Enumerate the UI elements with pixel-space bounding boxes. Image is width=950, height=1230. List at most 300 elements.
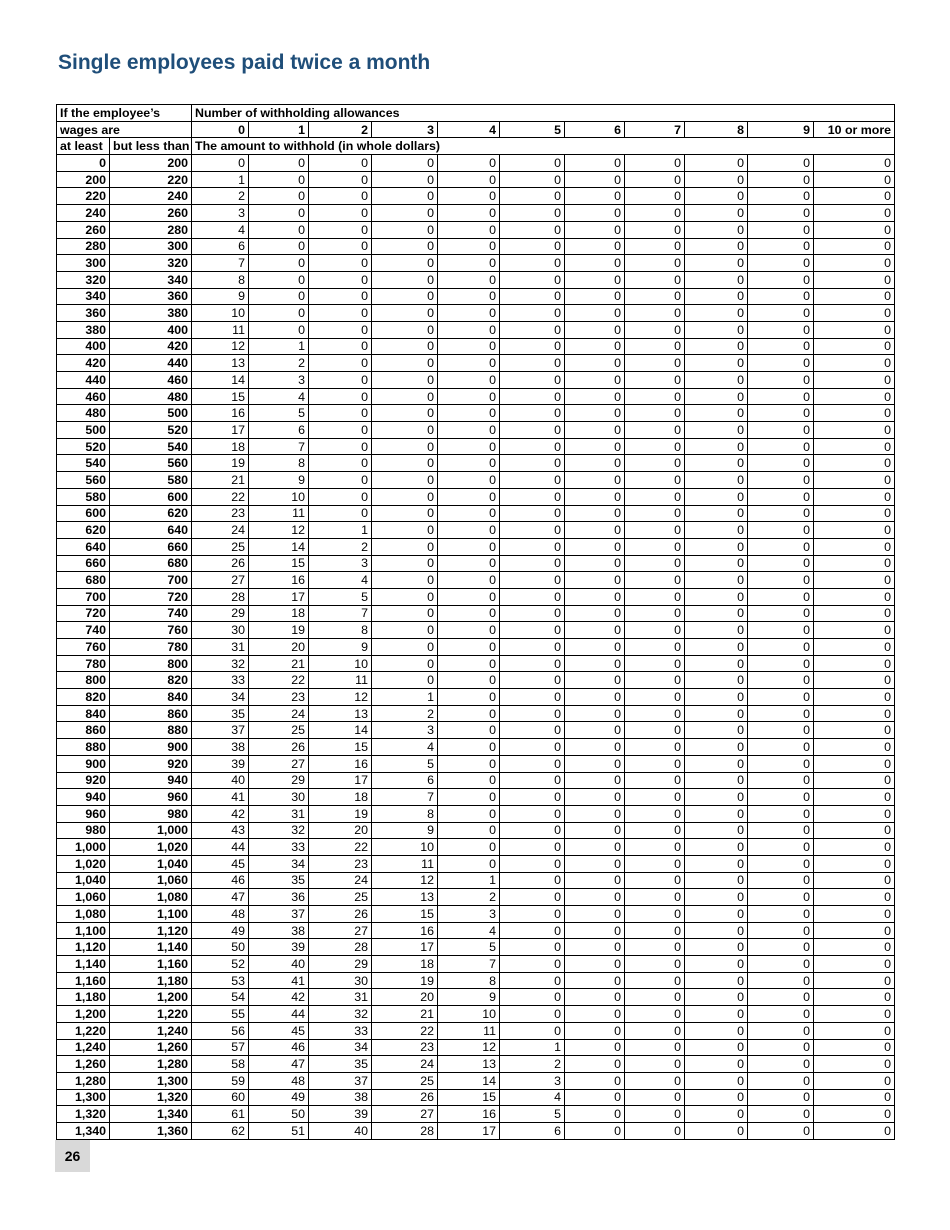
table-row: [57, 572, 895, 589]
withholding-amount: 0: [685, 705, 748, 722]
withholding-amount: 0: [500, 739, 565, 756]
withholding-amount: 0: [372, 338, 438, 355]
withholding-amount: 0: [625, 271, 685, 288]
wage-but-less-than: 480: [110, 388, 192, 405]
wage-but-less-than: 520: [110, 422, 192, 439]
withholding-amount: 0: [565, 455, 625, 472]
withholding-amount: 0: [500, 205, 565, 222]
withholding-amount: 0: [565, 922, 625, 939]
page-number: 26: [55, 1140, 90, 1172]
wage-at-least: 1,340: [57, 1122, 110, 1139]
withholding-amount: 33: [309, 1022, 372, 1039]
withholding-amount: 22: [249, 672, 309, 689]
wage-at-least: 700: [57, 588, 110, 605]
withholding-amount: 5: [309, 588, 372, 605]
withholding-amount: 0: [748, 956, 814, 973]
withholding-amount: 0: [625, 956, 685, 973]
wage-but-less-than: 1,280: [110, 1056, 192, 1073]
table-row: [57, 739, 895, 756]
wage-but-less-than: 1,240: [110, 1022, 192, 1039]
wage-at-least: 500: [57, 422, 110, 439]
withholding-amount: 0: [685, 722, 748, 739]
withholding-amount: 23: [192, 505, 249, 522]
wage-at-least: 940: [57, 789, 110, 806]
withholding-amount: 0: [748, 505, 814, 522]
withholding-amount: 0: [685, 255, 748, 272]
withholding-amount: 0: [748, 1089, 814, 1106]
wage-but-less-than: 700: [110, 572, 192, 589]
withholding-amount: 5: [438, 939, 500, 956]
withholding-amount: 0: [500, 972, 565, 989]
withholding-amount: 0: [372, 405, 438, 422]
withholding-amount: 0: [372, 622, 438, 639]
withholding-amount: 6: [249, 422, 309, 439]
withholding-amount: 1: [372, 689, 438, 706]
wage-at-least: 620: [57, 522, 110, 539]
withholding-amount: 0: [814, 438, 895, 455]
withholding-amount: 0: [814, 455, 895, 472]
withholding-amount: 0: [565, 755, 625, 772]
withholding-amount: 0: [625, 321, 685, 338]
withholding-amount: 0: [625, 789, 685, 806]
withholding-amount: 0: [625, 338, 685, 355]
withholding-amount: 28: [372, 1122, 438, 1139]
withholding-amount: 0: [748, 288, 814, 305]
withholding-amount: 47: [192, 889, 249, 906]
table-row: [57, 321, 895, 338]
wage-at-least: 960: [57, 805, 110, 822]
header-row-3: [57, 138, 895, 155]
table-row: [57, 1106, 895, 1123]
wage-at-least: 560: [57, 472, 110, 489]
withholding-amount: 11: [309, 672, 372, 689]
withholding-amount: 26: [192, 555, 249, 572]
withholding-amount: 0: [748, 238, 814, 255]
withholding-amount: 40: [192, 772, 249, 789]
withholding-amount: 28: [192, 588, 249, 605]
withholding-amount: 19: [309, 805, 372, 822]
withholding-amount: 0: [685, 321, 748, 338]
withholding-amount: 12: [309, 689, 372, 706]
withholding-amount: 48: [192, 906, 249, 923]
page-title: Single employees paid twice a month: [58, 51, 431, 74]
withholding-amount: 0: [814, 956, 895, 973]
withholding-amount: 0: [685, 789, 748, 806]
withholding-amount: 0: [309, 155, 372, 172]
withholding-amount: 0: [565, 689, 625, 706]
withholding-amount: 0: [625, 639, 685, 656]
withholding-amount: 0: [625, 555, 685, 572]
wage-but-less-than: 360: [110, 288, 192, 305]
withholding-amount: 0: [438, 288, 500, 305]
withholding-amount: 32: [249, 822, 309, 839]
withholding-amount: 19: [372, 972, 438, 989]
withholding-amount: 37: [249, 906, 309, 923]
withholding-amount: 0: [625, 255, 685, 272]
withholding-amount: 0: [500, 939, 565, 956]
withholding-amount: 0: [625, 689, 685, 706]
withholding-amount: 0: [565, 305, 625, 322]
withholding-amount: 0: [748, 789, 814, 806]
wage-but-less-than: 680: [110, 555, 192, 572]
allowance-column-header: 0: [192, 121, 249, 138]
wage-but-less-than: 1,080: [110, 889, 192, 906]
allowance-column-header: 1: [249, 121, 309, 138]
withholding-amount: 0: [309, 238, 372, 255]
withholding-amount: 0: [565, 639, 625, 656]
withholding-amount: 16: [372, 922, 438, 939]
withholding-amount: 33: [249, 839, 309, 856]
table-row: [57, 1072, 895, 1089]
withholding-amount: 23: [372, 1039, 438, 1056]
withholding-amount: 0: [438, 422, 500, 439]
withholding-amount: 0: [565, 622, 625, 639]
wage-but-less-than: 560: [110, 455, 192, 472]
withholding-amount: 49: [249, 1089, 309, 1106]
table-row: [57, 972, 895, 989]
table-row: [57, 288, 895, 305]
withholding-amount: 10: [372, 839, 438, 856]
withholding-amount: 0: [685, 922, 748, 939]
withholding-amount: 15: [438, 1089, 500, 1106]
withholding-amount: 7: [249, 438, 309, 455]
withholding-amount: 4: [372, 739, 438, 756]
withholding-amount: 58: [192, 1056, 249, 1073]
withholding-amount: 1: [249, 338, 309, 355]
withholding-amount: 21: [249, 655, 309, 672]
wage-but-less-than: 1,000: [110, 822, 192, 839]
withholding-amount: 0: [814, 722, 895, 739]
withholding-amount: 0: [438, 822, 500, 839]
table-row: [57, 355, 895, 372]
withholding-amount: 0: [814, 906, 895, 923]
withholding-amount: 41: [249, 972, 309, 989]
withholding-amount: 13: [192, 355, 249, 372]
withholding-amount: 0: [625, 1089, 685, 1106]
wage-at-least: 760: [57, 639, 110, 656]
table-row: [57, 906, 895, 923]
withholding-amount: 0: [814, 538, 895, 555]
withholding-amount: 0: [249, 271, 309, 288]
withholding-amount: 0: [685, 822, 748, 839]
wage-but-less-than: 1,220: [110, 1006, 192, 1023]
wage-at-least: 1,260: [57, 1056, 110, 1073]
withholding-amount: 17: [438, 1122, 500, 1139]
withholding-amount: 3: [372, 722, 438, 739]
withholding-amount: 0: [814, 388, 895, 405]
wage-but-less-than: 1,160: [110, 956, 192, 973]
withholding-amount: 31: [249, 805, 309, 822]
withholding-amount: 34: [249, 855, 309, 872]
table-row: [57, 689, 895, 706]
wage-at-least: 920: [57, 772, 110, 789]
withholding-amount: 0: [438, 639, 500, 656]
withholding-amount: 1: [309, 522, 372, 539]
withholding-amount: 0: [438, 789, 500, 806]
withholding-amount: 42: [192, 805, 249, 822]
table-row: [57, 188, 895, 205]
allowance-column-header: 6: [565, 121, 625, 138]
withholding-amount: 0: [309, 488, 372, 505]
withholding-amount: 0: [814, 255, 895, 272]
withholding-amount: 0: [748, 305, 814, 322]
withholding-amount: 37: [309, 1072, 372, 1089]
withholding-amount: 0: [309, 188, 372, 205]
withholding-amount: 0: [814, 305, 895, 322]
withholding-amount: 24: [372, 1056, 438, 1073]
wage-at-least: 980: [57, 822, 110, 839]
withholding-amount: 0: [438, 271, 500, 288]
withholding-amount: 0: [500, 221, 565, 238]
withholding-amount: 0: [372, 255, 438, 272]
withholding-amount: 35: [192, 705, 249, 722]
withholding-amount: 0: [685, 405, 748, 422]
table-row: [57, 1122, 895, 1139]
table-row: [57, 605, 895, 622]
withholding-amount: 0: [565, 906, 625, 923]
withholding-amount: 0: [685, 488, 748, 505]
withholding-amount: 0: [438, 722, 500, 739]
wage-but-less-than: 780: [110, 639, 192, 656]
wage-at-least: 480: [57, 405, 110, 422]
withholding-amount: 15: [192, 388, 249, 405]
withholding-amount: 50: [249, 1106, 309, 1123]
withholding-amount: 11: [249, 505, 309, 522]
withholding-amount: 0: [814, 672, 895, 689]
withholding-amount: 0: [814, 1089, 895, 1106]
withholding-amount: 0: [814, 522, 895, 539]
withholding-amount: 14: [192, 372, 249, 389]
withholding-amount: 0: [565, 555, 625, 572]
withholding-amount: 1: [500, 1039, 565, 1056]
withholding-amount: 0: [565, 321, 625, 338]
withholding-amount: 43: [192, 822, 249, 839]
wage-but-less-than: 600: [110, 488, 192, 505]
withholding-amount: 3: [309, 555, 372, 572]
withholding-amount: 0: [748, 372, 814, 389]
withholding-amount: 0: [814, 705, 895, 722]
withholding-amount: 0: [625, 188, 685, 205]
withholding-amount: 0: [685, 1006, 748, 1023]
withholding-amount: 0: [748, 922, 814, 939]
withholding-amount: 37: [192, 722, 249, 739]
withholding-amount: 0: [565, 505, 625, 522]
withholding-amount: 0: [372, 639, 438, 656]
wage-but-less-than: 900: [110, 739, 192, 756]
withholding-amount: 7: [438, 956, 500, 973]
withholding-amount: 41: [192, 789, 249, 806]
withholding-amount: 0: [438, 221, 500, 238]
withholding-amount: 0: [748, 622, 814, 639]
wage-at-least: 1,320: [57, 1106, 110, 1123]
withholding-amount: 0: [309, 305, 372, 322]
withholding-amount: 2: [192, 188, 249, 205]
withholding-amount: 0: [748, 689, 814, 706]
withholding-amount: 47: [249, 1056, 309, 1073]
withholding-amount: 0: [625, 438, 685, 455]
withholding-amount: 7: [372, 789, 438, 806]
table-row: [57, 939, 895, 956]
wages-label-2: wages are: [57, 121, 192, 138]
withholding-amount: 14: [309, 722, 372, 739]
withholding-amount: 0: [565, 705, 625, 722]
withholding-amount: 0: [565, 1056, 625, 1073]
withholding-amount: 0: [685, 372, 748, 389]
withholding-amount: 0: [748, 522, 814, 539]
table-row: [57, 822, 895, 839]
withholding-amount: 0: [565, 188, 625, 205]
withholding-amount: 26: [249, 739, 309, 756]
withholding-amount: 0: [438, 188, 500, 205]
withholding-amount: 0: [438, 588, 500, 605]
wage-but-less-than: 940: [110, 772, 192, 789]
wage-but-less-than: 300: [110, 238, 192, 255]
wage-but-less-than: 1,300: [110, 1072, 192, 1089]
withholding-amount: 0: [249, 288, 309, 305]
wage-at-least: 740: [57, 622, 110, 639]
withholding-amount: 9: [309, 639, 372, 656]
withholding-amount: 0: [372, 455, 438, 472]
withholding-amount: 0: [625, 572, 685, 589]
withholding-amount: 6: [192, 238, 249, 255]
withholding-amount: 0: [814, 872, 895, 889]
wage-at-least: 1,040: [57, 872, 110, 889]
table-row: [57, 755, 895, 772]
withholding-amount: 0: [500, 238, 565, 255]
withholding-amount: 8: [249, 455, 309, 472]
table-row: [57, 989, 895, 1006]
withholding-amount: 0: [625, 839, 685, 856]
withholding-amount: 0: [748, 1022, 814, 1039]
withholding-amount: 62: [192, 1122, 249, 1139]
withholding-amount: 0: [309, 255, 372, 272]
withholding-amount: 0: [438, 805, 500, 822]
withholding-amount: 0: [438, 772, 500, 789]
withholding-amount: 16: [249, 572, 309, 589]
withholding-amount: 2: [249, 355, 309, 372]
withholding-amount: 7: [192, 255, 249, 272]
wage-at-least: 1,020: [57, 855, 110, 872]
withholding-amount: 0: [372, 422, 438, 439]
withholding-amount: 0: [372, 505, 438, 522]
withholding-amount: 0: [372, 155, 438, 172]
withholding-amount: 0: [748, 872, 814, 889]
withholding-amount: 0: [685, 155, 748, 172]
wage-but-less-than: 1,180: [110, 972, 192, 989]
withholding-amount: 0: [748, 355, 814, 372]
withholding-amount: 0: [625, 505, 685, 522]
wage-but-less-than: 1,100: [110, 906, 192, 923]
withholding-amount: 57: [192, 1039, 249, 1056]
table-row: [57, 522, 895, 539]
at-least-label: at least: [57, 138, 110, 155]
wage-at-least: 340: [57, 288, 110, 305]
withholding-amount: 6: [500, 1122, 565, 1139]
withholding-amount: 0: [748, 422, 814, 439]
withholding-amount: 12: [192, 338, 249, 355]
withholding-amount: 0: [565, 238, 625, 255]
wage-at-least: 0: [57, 155, 110, 172]
withholding-amount: 0: [814, 739, 895, 756]
withholding-amount: 0: [814, 655, 895, 672]
amount-label: The amount to withhold (in whole dollars): [192, 138, 895, 155]
withholding-amount: 0: [309, 338, 372, 355]
withholding-amount: 0: [748, 739, 814, 756]
withholding-amount: 33: [192, 672, 249, 689]
withholding-amount: 0: [814, 171, 895, 188]
withholding-amount: 0: [814, 922, 895, 939]
wage-at-least: 280: [57, 238, 110, 255]
withholding-amount: 0: [814, 355, 895, 372]
withholding-amount: 9: [372, 822, 438, 839]
withholding-amount: 8: [309, 622, 372, 639]
wage-at-least: 1,160: [57, 972, 110, 989]
withholding-amount: 0: [685, 438, 748, 455]
withholding-amount: 0: [309, 472, 372, 489]
withholding-amount: 0: [685, 422, 748, 439]
withholding-amount: 0: [500, 321, 565, 338]
withholding-amount: 0: [500, 422, 565, 439]
withholding-amount: 5: [372, 755, 438, 772]
withholding-amount: 0: [748, 839, 814, 856]
withholding-amount: 0: [748, 1039, 814, 1056]
table-row: [57, 1006, 895, 1023]
withholding-amount: 42: [249, 989, 309, 1006]
withholding-amount: 0: [565, 989, 625, 1006]
withholding-amount: 0: [565, 1106, 625, 1123]
withholding-amount: 0: [748, 772, 814, 789]
withholding-amount: 0: [565, 956, 625, 973]
withholding-amount: 0: [249, 188, 309, 205]
withholding-amount: 0: [565, 388, 625, 405]
wage-at-least: 820: [57, 689, 110, 706]
withholding-amount: 0: [748, 705, 814, 722]
withholding-amount: 17: [372, 939, 438, 956]
withholding-amount: 0: [748, 155, 814, 172]
withholding-amount: 0: [685, 288, 748, 305]
withholding-amount: 55: [192, 1006, 249, 1023]
withholding-amount: 0: [565, 1072, 625, 1089]
withholding-amount: 0: [685, 889, 748, 906]
withholding-amount: 0: [625, 705, 685, 722]
withholding-amount: 0: [748, 822, 814, 839]
withholding-amount: 0: [685, 555, 748, 572]
withholding-amount: 13: [438, 1056, 500, 1073]
table-row: [57, 588, 895, 605]
withholding-amount: 0: [748, 572, 814, 589]
withholding-amount: 46: [249, 1039, 309, 1056]
table-row: [57, 855, 895, 872]
allowance-column-header: 3: [372, 121, 438, 138]
withholding-amount: 0: [814, 321, 895, 338]
withholding-amount: 0: [625, 372, 685, 389]
table-row: [57, 655, 895, 672]
withholding-amount: 0: [625, 1006, 685, 1023]
withholding-amount: 44: [249, 1006, 309, 1023]
withholding-amount: 0: [625, 205, 685, 222]
withholding-amount: 17: [309, 772, 372, 789]
withholding-amount: 0: [565, 889, 625, 906]
withholding-amount: 0: [748, 1056, 814, 1073]
withholding-amount: 0: [500, 655, 565, 672]
withholding-amount: 0: [372, 205, 438, 222]
withholding-amount: 0: [625, 588, 685, 605]
table-row: [57, 1039, 895, 1056]
withholding-amount: 0: [372, 655, 438, 672]
wage-at-least: 1,120: [57, 939, 110, 956]
allowance-column-header: 9: [748, 121, 814, 138]
withholding-amount: 0: [372, 271, 438, 288]
